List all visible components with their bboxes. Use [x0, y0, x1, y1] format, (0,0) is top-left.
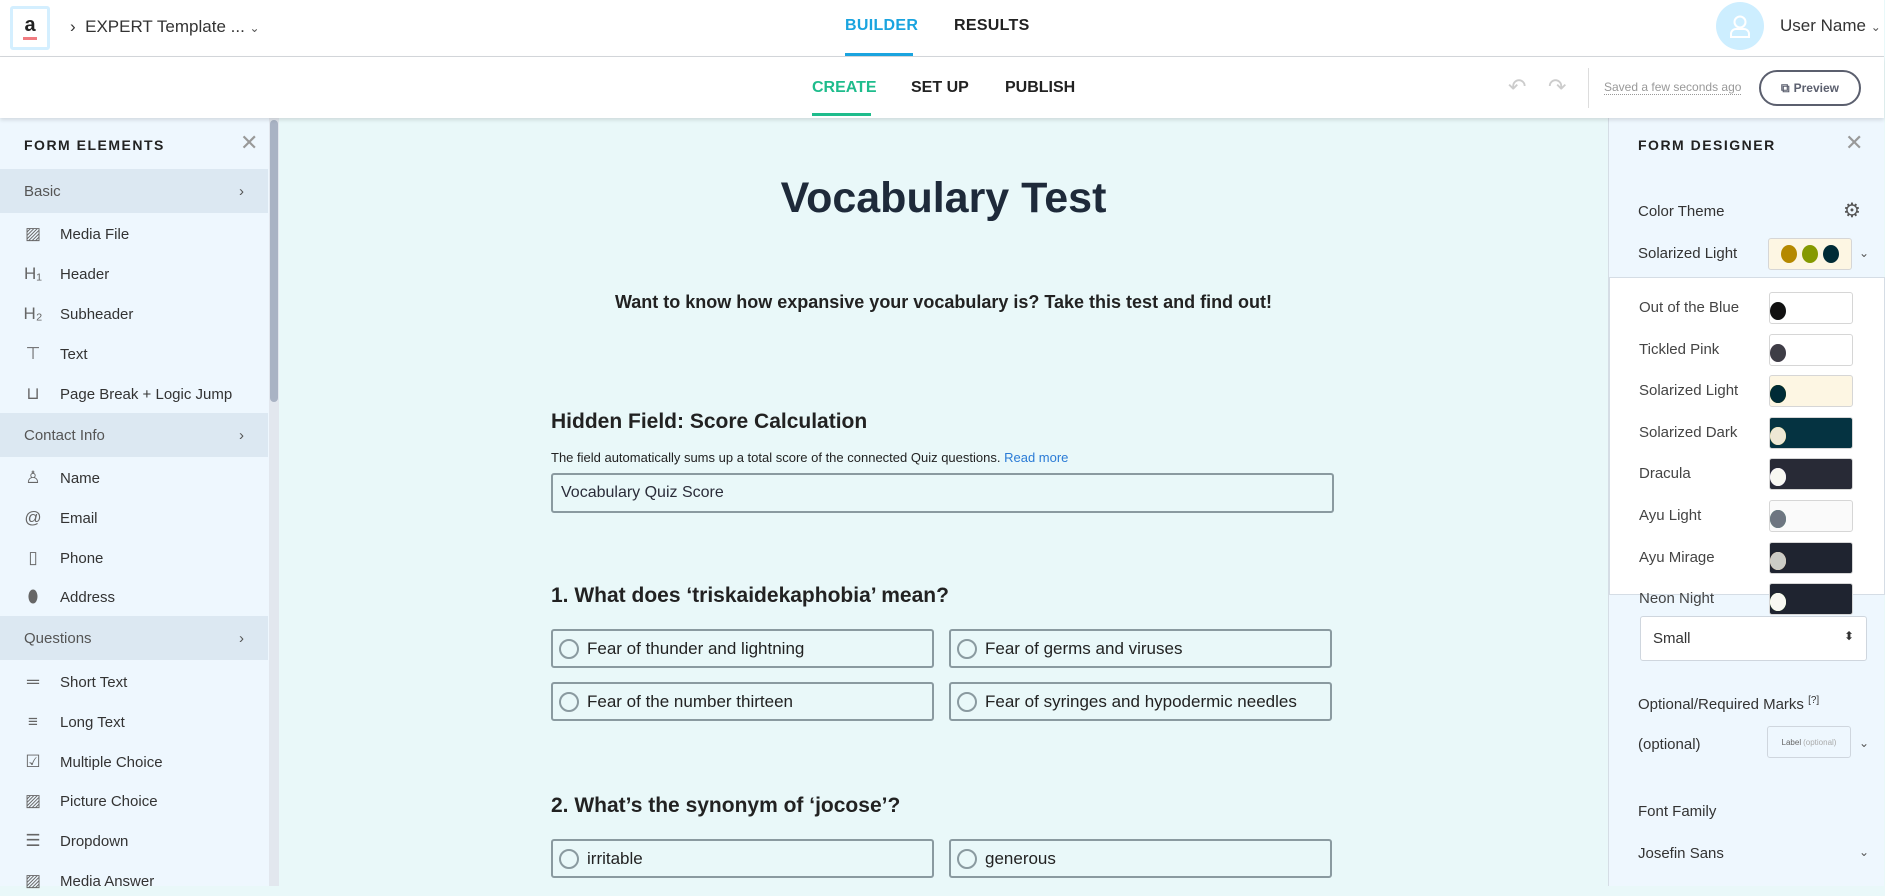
dropdown-icon: ☰: [25, 831, 41, 850]
size-select[interactable]: [1640, 616, 1867, 661]
form-title[interactable]: Vocabulary Test: [780, 174, 1107, 222]
theme-option[interactable]: [1639, 540, 1879, 576]
question-2-title[interactable]: 2. What’s the synonym of ‘jocose’?: [551, 794, 901, 817]
location-pin-icon: ⬮: [27, 587, 39, 606]
group-questions[interactable]: [0, 616, 268, 660]
top-bar: [0, 0, 1884, 57]
tab-setup[interactable]: SET UP: [911, 79, 969, 96]
chevron-right-icon: ›: [239, 182, 244, 200]
q2-option[interactable]: [551, 839, 934, 878]
chevron-down-icon: ⌄: [1870, 20, 1881, 34]
radio-icon: [957, 849, 977, 869]
text-box-icon: ⊤: [25, 344, 41, 363]
option-label: Fear of syringes and hypodermic needles: [985, 691, 1297, 711]
active-subtab-indicator: [812, 113, 871, 116]
form-name: EXPERT Template ...: [85, 17, 245, 36]
read-more-link[interactable]: Read more: [1004, 450, 1069, 465]
picture-choice-icon: ▨: [24, 791, 42, 810]
element-header[interactable]: [22, 259, 109, 289]
item-label: Page Break + Logic Jump: [60, 385, 233, 403]
option-label: irritable: [587, 848, 643, 868]
theme-name: Dracula: [1639, 465, 1691, 483]
item-label: Subheader: [60, 305, 134, 323]
theme-option[interactable]: [1639, 581, 1879, 617]
marks-label-text: Optional/Required Marks: [1638, 696, 1804, 713]
q2-option[interactable]: [949, 839, 1332, 878]
swatch-dot: [1802, 245, 1818, 263]
radio-icon: [559, 692, 579, 712]
item-label: Media File: [60, 225, 130, 243]
element-multiple-choice[interactable]: [22, 747, 163, 777]
theme-name: Solarized Dark: [1639, 423, 1738, 441]
scrollbar-thumb[interactable]: [270, 120, 278, 402]
chevron-down-icon[interactable]: ⌄: [1859, 845, 1870, 859]
q1-option[interactable]: [551, 682, 934, 721]
theme-option[interactable]: [1639, 373, 1879, 409]
hidden-field-title[interactable]: Hidden Field: Score Calculation: [551, 410, 868, 433]
group-label: Basic: [24, 182, 61, 200]
save-status: Saved a few seconds ago: [1604, 80, 1742, 94]
form-elements-panel: [0, 118, 279, 890]
tab-results[interactable]: RESULTS: [954, 17, 1030, 34]
element-address[interactable]: [22, 582, 115, 612]
item-label: Address: [60, 588, 116, 606]
hidden-field-description: [551, 450, 1068, 465]
theme-swatch: [1769, 375, 1853, 407]
theme-option[interactable]: [1639, 332, 1879, 368]
theme-swatch: [1769, 292, 1853, 324]
size-value: Small: [1653, 630, 1691, 647]
user-menu[interactable]: [1780, 16, 1881, 36]
theme-dropdown-list[interactable]: [1609, 277, 1885, 608]
item-label: Phone: [60, 549, 104, 567]
chevron-right-icon: ›: [239, 629, 244, 647]
page-break-icon: ⊔: [26, 384, 40, 403]
h1-icon: H₁: [23, 264, 42, 283]
chevron-down-icon[interactable]: ⌄: [1859, 736, 1870, 750]
avatar[interactable]: [1716, 2, 1764, 50]
theme-swatch: [1769, 500, 1853, 532]
form-designer-panel: [1608, 118, 1884, 886]
marks-label: [1638, 695, 1819, 713]
tab-builder[interactable]: BUILDER: [845, 17, 919, 34]
at-icon: @: [24, 508, 42, 527]
theme-swatch: [1769, 583, 1853, 615]
item-label: Long Text: [60, 713, 125, 731]
theme-swatch: [1769, 334, 1853, 366]
element-short-text[interactable]: [22, 667, 127, 697]
element-phone[interactable]: [22, 543, 103, 573]
app-logo[interactable]: a: [10, 6, 50, 50]
radio-icon: [559, 849, 579, 869]
long-text-icon: ≡: [28, 712, 38, 731]
item-label: Dropdown: [60, 832, 129, 850]
element-text[interactable]: [22, 339, 88, 369]
sub-nav: [0, 57, 1884, 118]
close-icon[interactable]: ✕: [1845, 130, 1864, 155]
theme-swatch: [1769, 417, 1853, 449]
panel-title: FORM ELEMENTS: [24, 137, 165, 153]
theme-option[interactable]: [1639, 290, 1879, 326]
panel-title: FORM DESIGNER: [1638, 137, 1776, 153]
user-icon: [1729, 14, 1751, 38]
font-family-label: Font Family: [1638, 803, 1717, 820]
group-contact-info[interactable]: [0, 413, 268, 457]
theme-option[interactable]: [1639, 456, 1879, 492]
person-icon: ♙: [25, 468, 41, 487]
chevron-right-icon: ›: [70, 17, 86, 36]
theme-option[interactable]: [1639, 415, 1879, 451]
color-theme-label: Color Theme: [1638, 203, 1725, 220]
swatch-dot: [1770, 593, 1786, 611]
swatch-dot: [1823, 245, 1839, 263]
form-subtitle[interactable]: Want to know how expansive your vocabulary is? Take this test and find out!: [614, 292, 1273, 312]
q1-option[interactable]: [949, 682, 1332, 721]
radio-icon: [957, 692, 977, 712]
user-name: User Name: [1780, 16, 1866, 35]
tab-publish[interactable]: PUBLISH: [1005, 79, 1076, 96]
form-canvas: [279, 118, 1608, 886]
item-label: Multiple Choice: [60, 753, 163, 771]
preview-optional: (optional): [1803, 737, 1837, 747]
item-label: Media Answer: [60, 872, 155, 890]
item-label: Picture Choice: [60, 792, 158, 810]
short-text-icon: ═: [26, 672, 40, 691]
option-label: generous: [985, 848, 1056, 868]
chevron-down-icon[interactable]: ⌄: [1859, 246, 1870, 260]
theme-option[interactable]: [1639, 498, 1879, 534]
option-label: Fear of the number thirteen: [587, 691, 794, 711]
item-label: Name: [60, 469, 101, 487]
swatch-dot: [1770, 468, 1786, 486]
chevron-right-icon: ›: [239, 426, 244, 444]
undo-icon[interactable]: ↶: [1508, 74, 1527, 99]
external-link-icon: ⧉: [1781, 80, 1790, 95]
element-long-text[interactable]: [22, 707, 125, 737]
image-icon: ▨: [24, 224, 42, 243]
sort-arrows-icon: ⬍: [1843, 629, 1854, 643]
theme-swatch: [1769, 542, 1853, 574]
hidden-field-input[interactable]: Vocabulary Quiz Score: [551, 473, 1334, 513]
theme-name: Out of the Blue: [1639, 299, 1740, 316]
group-label: Contact Info: [24, 426, 105, 444]
option-label: Fear of germs and viruses: [985, 638, 1183, 658]
swatch-dot: [1770, 510, 1786, 528]
close-icon[interactable]: ✕: [240, 130, 259, 155]
h2-icon: H₂: [23, 304, 43, 323]
theme-name: Solarized Light: [1639, 382, 1739, 400]
media-icon: ▨: [24, 871, 42, 890]
font-family-value[interactable]: Josefin Sans: [1638, 845, 1724, 862]
preview-label: Label: [1781, 737, 1802, 747]
swatch-dot: [1770, 427, 1786, 445]
radio-icon: [559, 639, 579, 659]
item-label: Header: [60, 265, 110, 283]
theme-name: Ayu Mirage: [1639, 548, 1715, 566]
radio-icon: [957, 639, 977, 659]
preview-button[interactable]: [1759, 70, 1861, 106]
divider: [1588, 68, 1589, 108]
theme-name: Ayu Light: [1639, 507, 1702, 524]
selected-theme-swatch[interactable]: [1768, 238, 1852, 270]
swatch-dot: [1770, 385, 1786, 403]
selected-theme-name[interactable]: Solarized Light: [1638, 245, 1738, 262]
theme-name: Neon Night: [1639, 590, 1715, 608]
help-icon[interactable]: [?]: [1808, 695, 1820, 706]
item-label: Text: [60, 345, 88, 363]
marks-preview[interactable]: [1767, 726, 1851, 758]
element-media-file[interactable]: [22, 219, 129, 249]
active-tab-indicator: [845, 53, 913, 56]
group-label: Questions: [24, 629, 92, 647]
element-subheader[interactable]: [22, 299, 133, 329]
q1-option[interactable]: [949, 629, 1332, 668]
phone-icon: ▯: [28, 548, 38, 567]
tab-create[interactable]: CREATE: [812, 79, 877, 96]
item-label: Email: [60, 509, 98, 527]
theme-name: Tickled Pink: [1639, 340, 1720, 358]
question-1-title[interactable]: 1. What does ‘triskaidekaphobia’ mean?: [551, 584, 949, 607]
element-picture-choice[interactable]: [22, 786, 158, 816]
theme-swatch: [1769, 458, 1853, 490]
swatch-dot: [1770, 344, 1786, 362]
swatch-dot: [1770, 552, 1786, 570]
element-name[interactable]: [22, 463, 100, 493]
gear-icon[interactable]: ⚙: [1843, 200, 1861, 222]
marks-value[interactable]: (optional): [1638, 736, 1701, 753]
element-media-answer[interactable]: [22, 866, 154, 896]
description-text: The field automatically sums up a total score of the connected Quiz questions.: [551, 450, 1001, 465]
swatch-dot: [1770, 302, 1786, 320]
chevron-down-icon: ⌄: [249, 21, 260, 35]
element-dropdown[interactable]: [22, 826, 128, 856]
element-email[interactable]: [22, 503, 98, 533]
checkbox-icon: ☑: [25, 752, 41, 771]
element-page-break[interactable]: [22, 379, 232, 409]
group-basic[interactable]: [0, 169, 268, 213]
breadcrumb[interactable]: [70, 17, 260, 37]
preview-label: Preview: [1793, 81, 1839, 95]
swatch-dot: [1781, 245, 1797, 263]
option-label: Fear of thunder and lightning: [587, 638, 805, 658]
item-label: Short Text: [60, 673, 128, 691]
q1-option[interactable]: [551, 629, 934, 668]
redo-icon[interactable]: ↷: [1548, 74, 1567, 99]
